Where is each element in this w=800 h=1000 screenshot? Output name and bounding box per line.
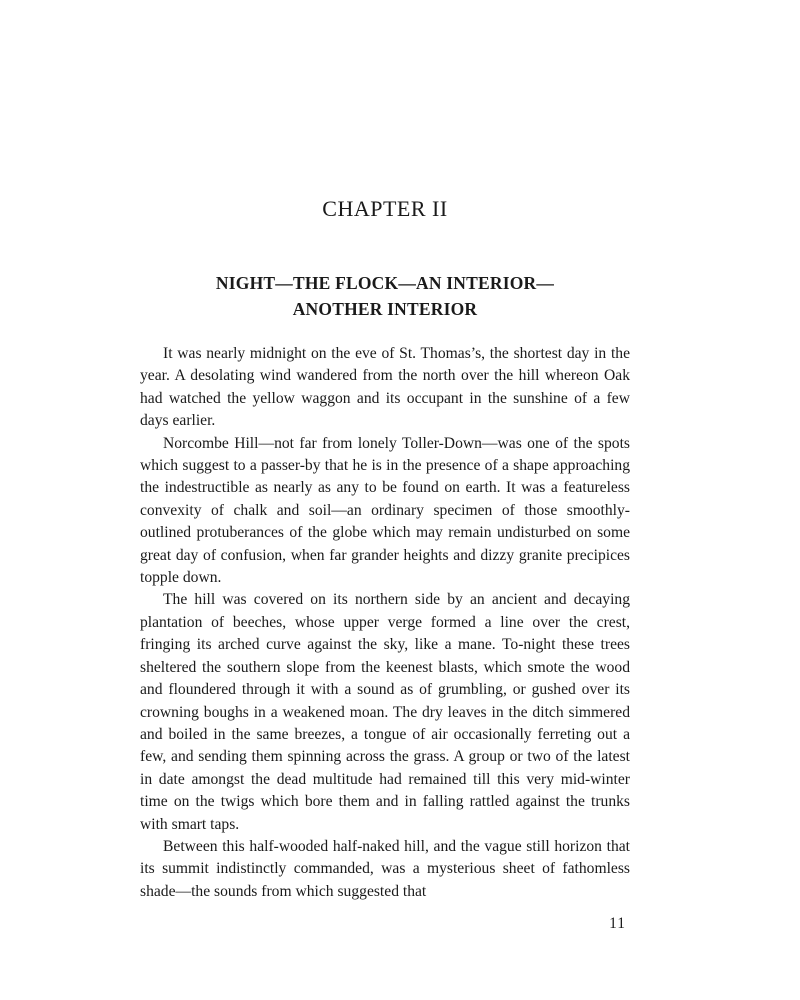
paragraph: The hill was covered on its northern side by an ancient and decaying plantation of beeches, whose upper verge formed a line over the crest, fringing its arched curve against the sky, like a mane. To-night these trees sheltered the southern slope from the keenest blasts, which smote the wood and floundered through it with a sound as of grumbling, or gushed over its crowning boughs in a weakened moan. The dry leaves in the ditch simmered and boiled in the same breezes, a tongue of air occasionally ferreting out a few, and sending them spinning across the grass. A group or two of the latest in date amongst the dead multitude had remained till this very mid-winter time on the twigs which bore them and in falling rattled against the trunks with smart taps. [140,591,630,833]
paragraph: Norcombe Hill—not far from lonely Toller-Down—was one of the spots which suggest to a passer-by that he is in the presence of a shape approaching the indestructible as nearly as any to be found on earth. It was a featureless convexity of chalk and soil—an ordinary specimen of those smoothly-outlined protuberances of the globe which may remain undisturbed on some great day of confusion, when far grander heights and dizzy granite precipices topple down. [140,434,630,587]
chapter-subtitle-line-1: NIGHT—THE FLOCK—AN INTERIOR— [215,273,555,293]
chapter-title: CHAPTER II [322,196,448,221]
chapter-subtitle [0,270,770,322]
chapter-subtitle-line-2: ANOTHER INTERIOR [292,299,478,319]
chapter-body [140,343,630,903]
paragraph: It was nearly midnight on the eve of St. Thomas’s, the shortest day in the year. A desolating wind wandered from the north over the hill whereon Oak had watched the yellow waggon and its occupant in the sunshine of a few days earlier. [140,345,630,430]
paragraph: Between this half-wooded half-naked hill, and the vague still horizon that its summit indistinctly commanded, was a mysterious sheet of fathomless shade—the sounds from which suggested that [140,837,630,900]
page-number: 11 [609,915,626,932]
